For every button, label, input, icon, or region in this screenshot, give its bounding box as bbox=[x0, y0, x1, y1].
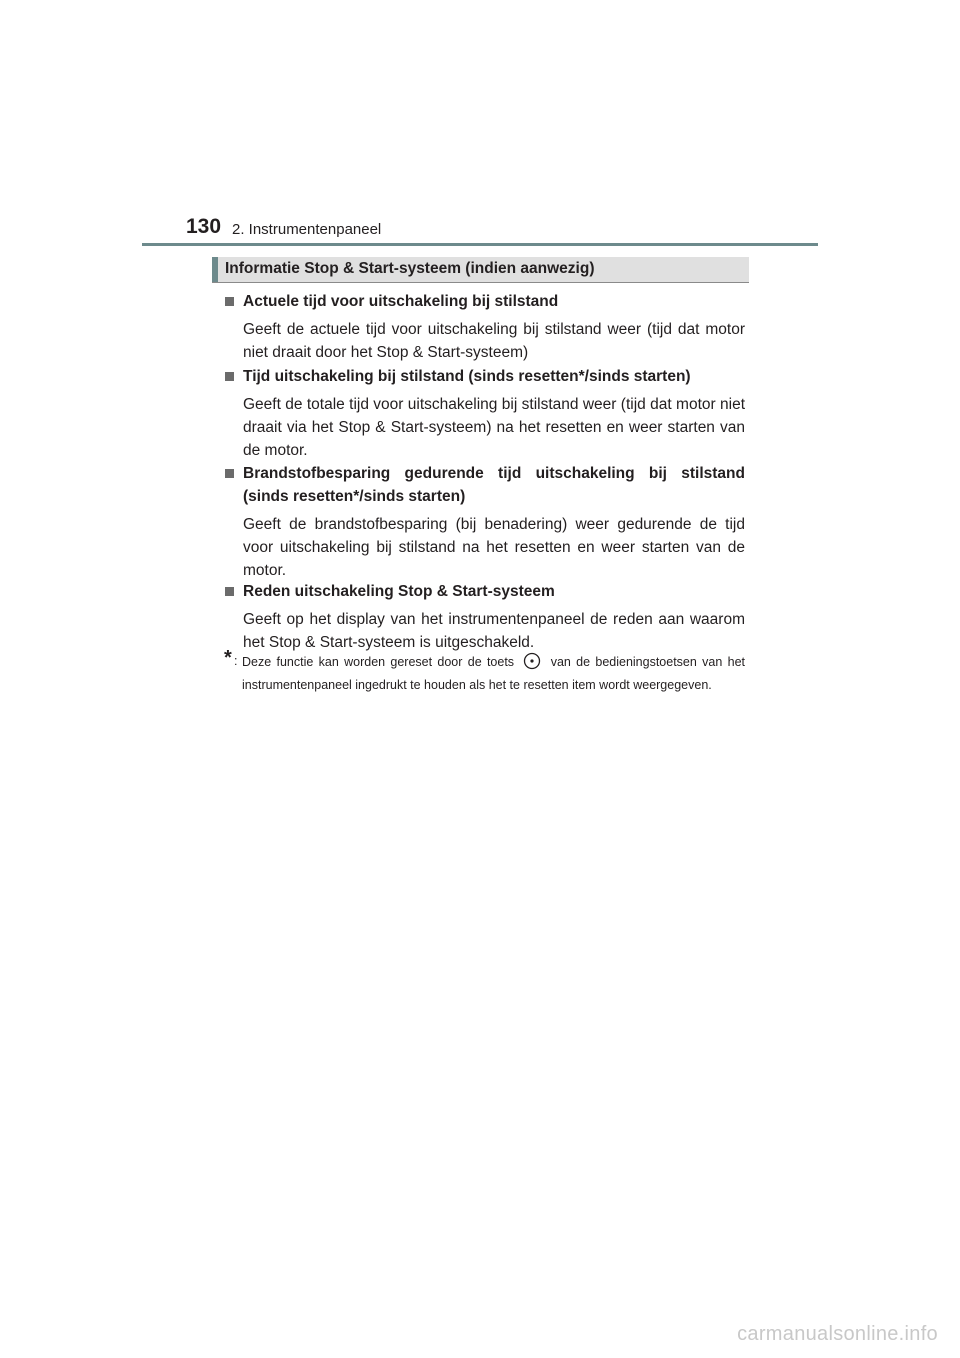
footnote bbox=[224, 647, 745, 695]
item-title bbox=[224, 580, 745, 603]
item-brandstofbesparing bbox=[224, 462, 745, 582]
footnote-text bbox=[224, 652, 745, 695]
ok-knob-icon bbox=[523, 652, 541, 676]
section-heading-text: Informatie Stop & Start-systeem (indien aanwezig) bbox=[225, 260, 595, 277]
footnote-marker: * bbox=[224, 647, 232, 669]
section-heading-accent-bar bbox=[212, 257, 218, 282]
footnote-text-after-icon: van de bedieningstoetsen van het instrumentenpaneel ingedrukt te houden als het te resetten item wordt weergegeven. bbox=[242, 655, 745, 692]
item-body: Geeft de brandstofbesparing (bij benadering) weer gedurende de tijd voor uitschakeling bij stilstand na het resetten en weer starten van de motor. bbox=[243, 516, 745, 579]
item-title bbox=[224, 290, 745, 313]
item-title bbox=[224, 365, 745, 388]
chapter-title: 2. Instrumentenpaneel bbox=[232, 221, 382, 238]
square-bullet-icon bbox=[225, 469, 234, 478]
header-divider bbox=[142, 243, 818, 246]
item-body: Geeft op het display van het instrumentenpaneel de reden aan waarom het Stop & Start-systeem is uitgeschakeld. bbox=[243, 611, 745, 651]
item-reden-uitschakeling bbox=[224, 580, 745, 654]
section-heading bbox=[212, 257, 749, 283]
square-bullet-icon bbox=[225, 372, 234, 381]
page-number: 130 bbox=[186, 215, 222, 238]
footnote-colon: : bbox=[234, 654, 238, 668]
item-title-text: Tijd uitschakeling bij stilstand (sinds resetten*/sinds starten) bbox=[243, 368, 691, 385]
item-title-text: Reden uitschakeling Stop & Start-systeem bbox=[243, 583, 555, 600]
item-body: Geeft de totale tijd voor uitschakeling bij stilstand weer (tijd dat motor niet draait via het Stop & Start-systeem) na het resetten en weer starten van de motor. bbox=[243, 396, 745, 459]
item-body: Geeft de actuele tijd voor uitschakeling bij stilstand weer (tijd dat motor niet draait door het Stop & Start-systeem) bbox=[243, 321, 745, 361]
square-bullet-icon bbox=[225, 297, 234, 306]
footnote-text-before-icon: Deze functie kan worden gereset door de toets bbox=[242, 655, 515, 669]
item-title-text: Actuele tijd voor uitschakeling bij stilstand bbox=[243, 293, 559, 310]
item-title bbox=[224, 462, 745, 508]
item-actuele-tijd bbox=[224, 290, 745, 364]
item-tijd-uitschakeling bbox=[224, 365, 745, 462]
square-bullet-icon bbox=[225, 587, 234, 596]
watermark: carmanualsonline.info bbox=[737, 1323, 938, 1345]
item-title-text: Brandstofbesparing gedurende tijd uitschakeling bij stilstand (sinds resetten*/sinds starten) bbox=[243, 465, 745, 505]
